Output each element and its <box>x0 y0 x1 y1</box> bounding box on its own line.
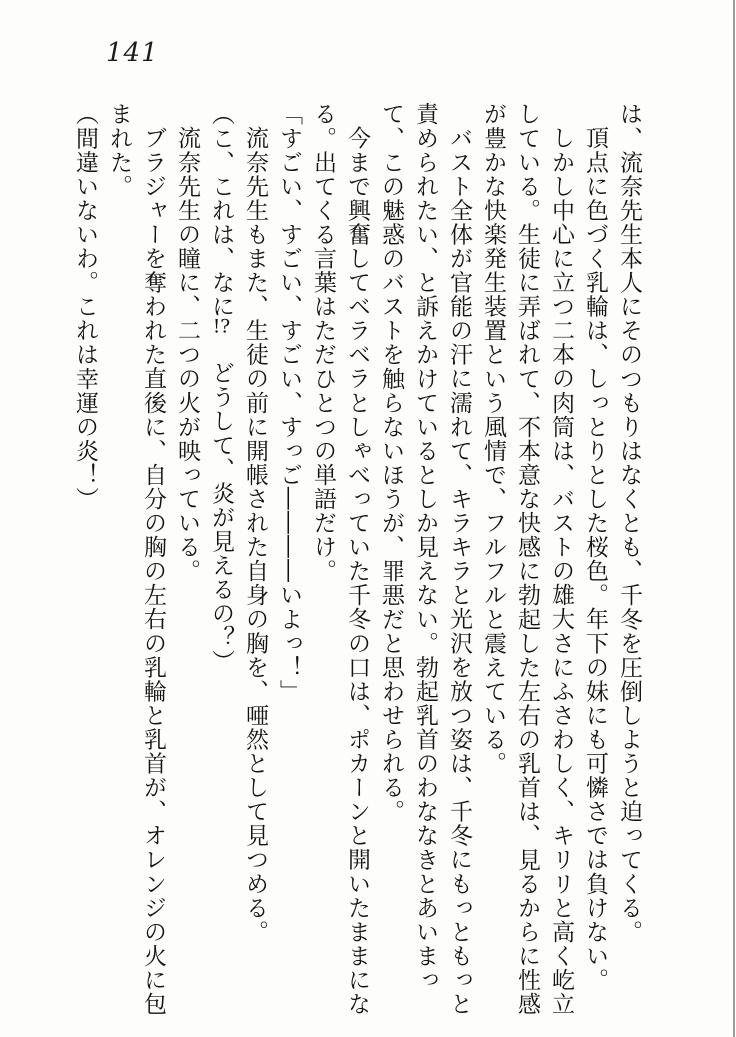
paragraph: 今まで興奮してベラベラとしゃべっていた千冬の口は、ポカーンと開いたままになる。出てくる言葉はただひとつの単語だけ。 <box>310 102 370 1016</box>
paragraph: は、流奈先生本人にそのつもりはなくとも、千冬を圧倒しようと迫ってくる。 <box>616 102 642 944</box>
paragraph: 流奈先生もまた、生徒の前に開帳された自身の胸を、唖然として見つめる。 <box>242 126 268 944</box>
paragraph: 「すごい、すごい、すごい、すっご――――いよっ！」 <box>276 102 302 704</box>
paragraph: ブラジャーを奪われた直後に、自分の胸の左右の乳輪と乳首が、オレンジの火に包まれた。 <box>106 102 166 1016</box>
page-number: 141 <box>106 38 159 68</box>
paragraph: 流奈先生の瞳に、二つの火が映っている。 <box>174 126 200 583</box>
page-text <box>68 102 646 1022</box>
paragraph: （間違いないわ。これは幸運の炎！） <box>72 102 98 511</box>
interrobang-tcy: !? <box>212 318 231 337</box>
page-edge-line <box>733 0 735 1037</box>
paragraph: しかし中心に立つ二本の肉筒は、バストの雄大さにふさわしく、キリリと高く屹立している。生徒に弄ばれて、不本意な快感に勃起した左右の乳首は、見るからに性感が豊かな快楽発生装置という風情で、フルフルと震えている。 <box>480 102 574 1016</box>
paragraph: （こ、これは、なに!? どうして、炎が見えるの？） <box>208 102 234 674</box>
paragraph: バスト全体が官能の汗に濡れて、キラキラと光沢を放つ姿は、千冬にもっともっと責められたい、と訴えかけているとしか見えない。勃起乳首のわななきとあいまって、この魅惑のバストを触らないほうが、罪悪だと思わせられる。 <box>378 102 472 1016</box>
paragraph: 頂点に色づく乳輪は、しっとりとした桜色。年下の妹にも可憐さでは負けない。 <box>582 126 608 992</box>
